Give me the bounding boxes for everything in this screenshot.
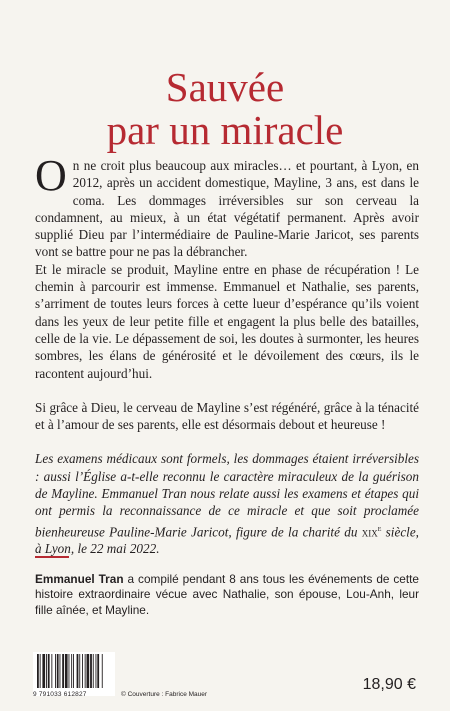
- book-title-line-1: Sauvée: [165, 64, 285, 110]
- blurb-paragraph-1: [35, 151, 419, 261]
- book-title: [0, 66, 450, 152]
- author-bio-text: a compilé pendant 8 ans tous les événements de cette histoire extraordinaire vécue avec Nathalie, son épouse, Lou-Anh, leur fille aînée, et Mayline.: [35, 572, 419, 617]
- blurb-paragraph-4-text-a: Les examens médicaux sont formels, les dommages étaient irréversibles : aussi l’Église a-t-elle reconnu le caractère miraculeux de la guérison de Mayline. Emmanuel Tran nous relate aussi les examens et étapes qui ont permis la reconnaissance de ce miracle et que soit proclamée bienheureuse Pauline-Marie Jaricot, figure de la charité du: [35, 451, 419, 540]
- blurb-paragraph-4-text-b: siècle, à Lyon, le 22 mai 2022.: [35, 524, 419, 557]
- barcode-bars: [33, 652, 115, 692]
- book-title-line-2: par un miracle: [106, 107, 344, 153]
- century-numeral: xix: [361, 524, 378, 540]
- century-superscript: e: [377, 523, 382, 533]
- price: 18,90 €: [362, 676, 416, 693]
- cover-credit: © Couverture : Fabrice Mauer: [121, 691, 208, 698]
- isbn-digits: 9 791033 612827: [33, 691, 87, 698]
- author-name: Emmanuel Tran: [35, 572, 124, 586]
- drop-cap: O: [35, 151, 67, 200]
- isbn-barcode: [33, 652, 115, 696]
- red-divider-rule: [35, 556, 69, 558]
- blurb-paragraph-4: [35, 450, 419, 557]
- author-bio: [35, 572, 419, 618]
- blurb-paragraph-2: Et le miracle se produit, Mayline entre en phase de récupération ! Le chemin à parcourir est immense. Emmanuel et Nathalie, ses parents, s’arriment de toutes leurs forces à cette lueur d’espérance qu’ils voient dans les yeux de leur petite fille et engagent la plus belle des batailles, celle de la vie. Le dépassement de soi, les doutes à surmonter, les heures sombres, les élans de générosité et le dévoilement des cœurs, ils le racontent aujourd’hui.: [35, 261, 419, 381]
- blurb-paragraph-3: Si grâce à Dieu, le cerveau de Mayline s’est régénéré, grâce à la ténacité et à l’amour de ses parents, elle est désormais debout et heureuse !: [35, 399, 419, 433]
- blurb-paragraph-1-text: n ne croit plus beaucoup aux miracles… et pourtant, à Lyon, en 2012, après un accident domestique, Mayline, 3 ans, est dans le coma. Les dommages irréversibles sur son cerveau la condamnent, au mieux, à un état végétatif permanent. Après avoir supplié Dieu par l’intermédiaire de Pauline-Marie Jaricot, ses parents vont se battre pour ne pas la débrancher.: [35, 158, 419, 260]
- back-cover-blurb: [35, 151, 419, 558]
